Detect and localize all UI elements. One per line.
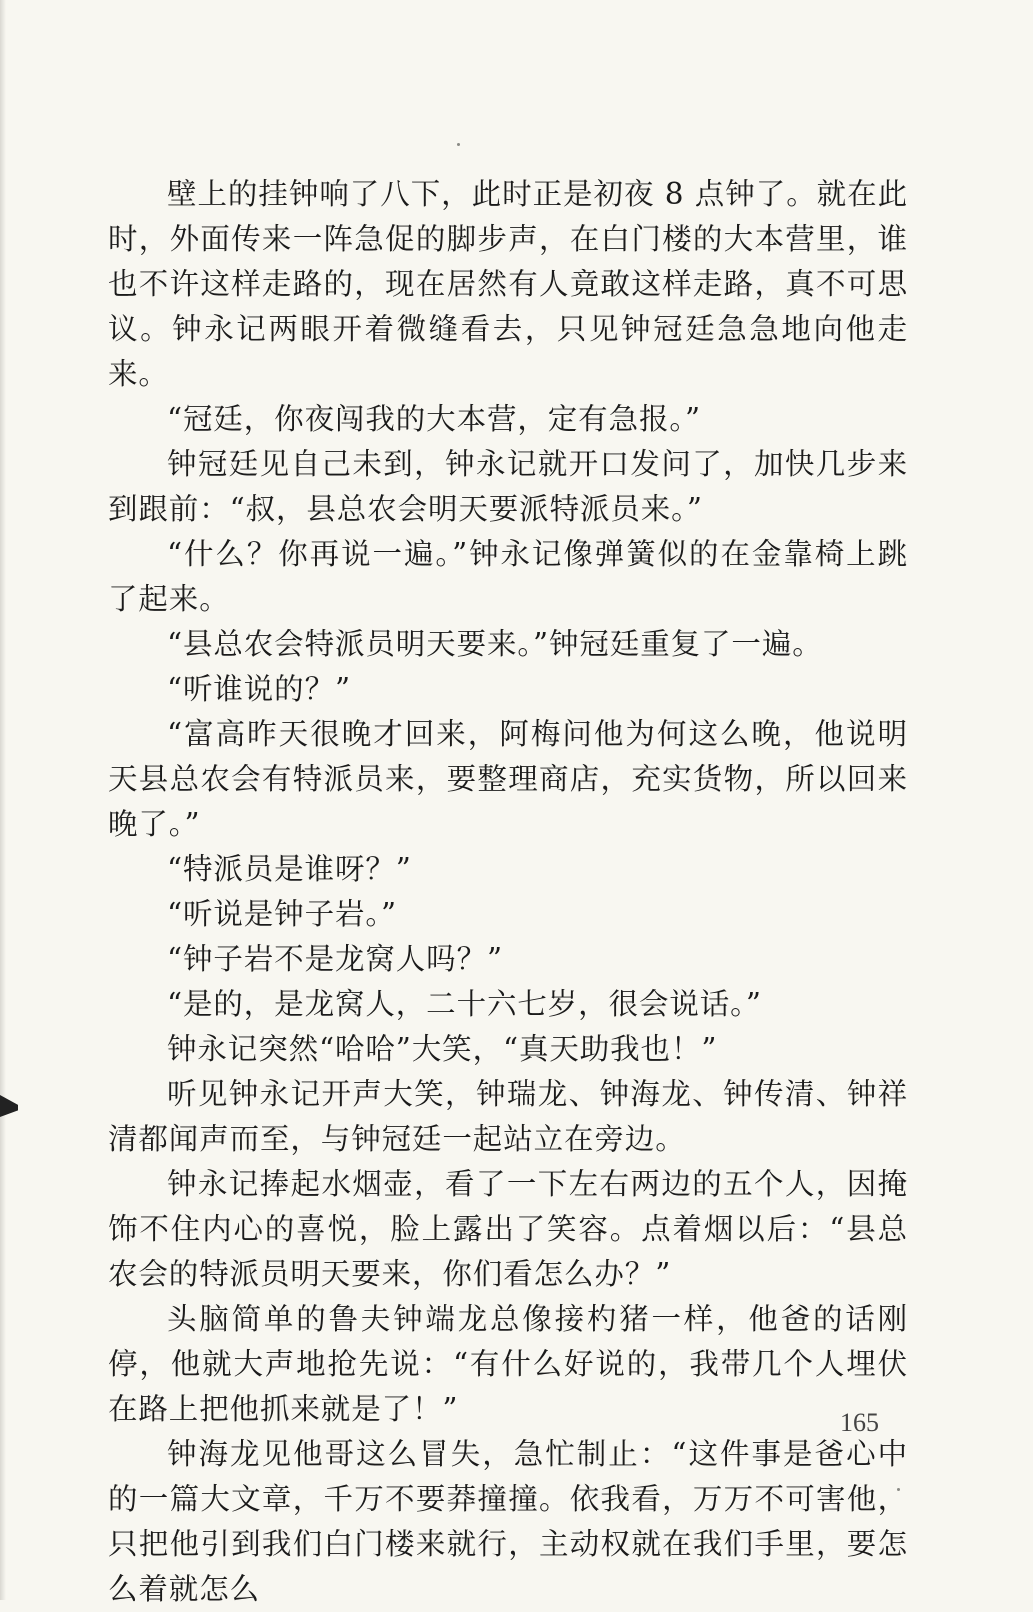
paragraph: 钟海龙见他哥这么冒失，急忙制止：“这件事是爸心中的一篇大文章，千万不要莽撞撞。依我看，万万不可害他，只把他引到我们白门楼来就行，主动权就在我们手里，要怎么着就怎么: [108, 1437, 908, 1606]
paragraph: 钟冠廷见自己未到，钟永记就开口发问了，加快几步来到跟前：“叔，县总农会明天要派特派员来。”: [108, 447, 908, 526]
paragraph: “特派员是谁呀？”: [167, 852, 412, 886]
paragraph: 头脑简单的鲁夫钟端龙总像接杓猪一样，他爸的话刚停，他就大声地抢先说：“有什么好说的，我带几个人埋伏在路上把他抓来就是了！”: [108, 1302, 908, 1426]
paragraph: “富高昨天很晚才回来，阿梅问他为何这么晚，他说明天县总农会有特派员来，要整理商店，充实货物，所以回来晚了。”: [108, 717, 908, 841]
scan-edge-mark: [0, 1095, 18, 1117]
paragraph: “什么？你再说一遍。”钟永记像弹簧似的在金靠椅上跳了起来。: [108, 537, 908, 616]
paragraph: “听说是钟子岩。”: [167, 897, 398, 931]
paragraph: “是的，是龙窝人，二十六七岁，很会说话。”: [167, 987, 762, 1021]
paragraph: 钟永记捧起水烟壶，看了一下左右两边的五个人，因掩饰不住内心的喜悦，脸上露出了笑容。点着烟以后：“县总农会的特派员明天要来，你们看怎么办？”: [108, 1167, 908, 1291]
scan-speck: [457, 143, 460, 146]
paragraph: “听谁说的？”: [167, 672, 351, 706]
paragraph: “钟子岩不是龙窝人吗？”: [167, 942, 503, 976]
body-text: [108, 172, 908, 1612]
paragraph: 钟永记突然“哈哈”大笑，“真天助我也！”: [167, 1032, 718, 1066]
paragraph: “县总农会特派员明天要来。”钟冠廷重复了一遍。: [167, 627, 823, 661]
paragraph: “冠廷，你夜闯我的大本营，定有急报。”: [167, 402, 702, 436]
paragraph: 壁上的挂钟响了八下，此时正是初夜 8 点钟了。就在此时，外面传来一阵急促的脚步声，在白门楼的大本营里，谁也不许这样走路的，现在居然有人竟敢这样走路，真不可思议。钟永记两眼开着微缝看去，只见钟冠廷急急地向他走来。: [108, 177, 908, 391]
paragraph: 听见钟永记开声大笑，钟瑞龙、钟海龙、钟传清、钟祥清都闻声而至，与钟冠廷一起站立在旁边。: [108, 1077, 908, 1156]
scan-edge: [0, 0, 6, 1600]
page-number: 165: [840, 1408, 879, 1437]
